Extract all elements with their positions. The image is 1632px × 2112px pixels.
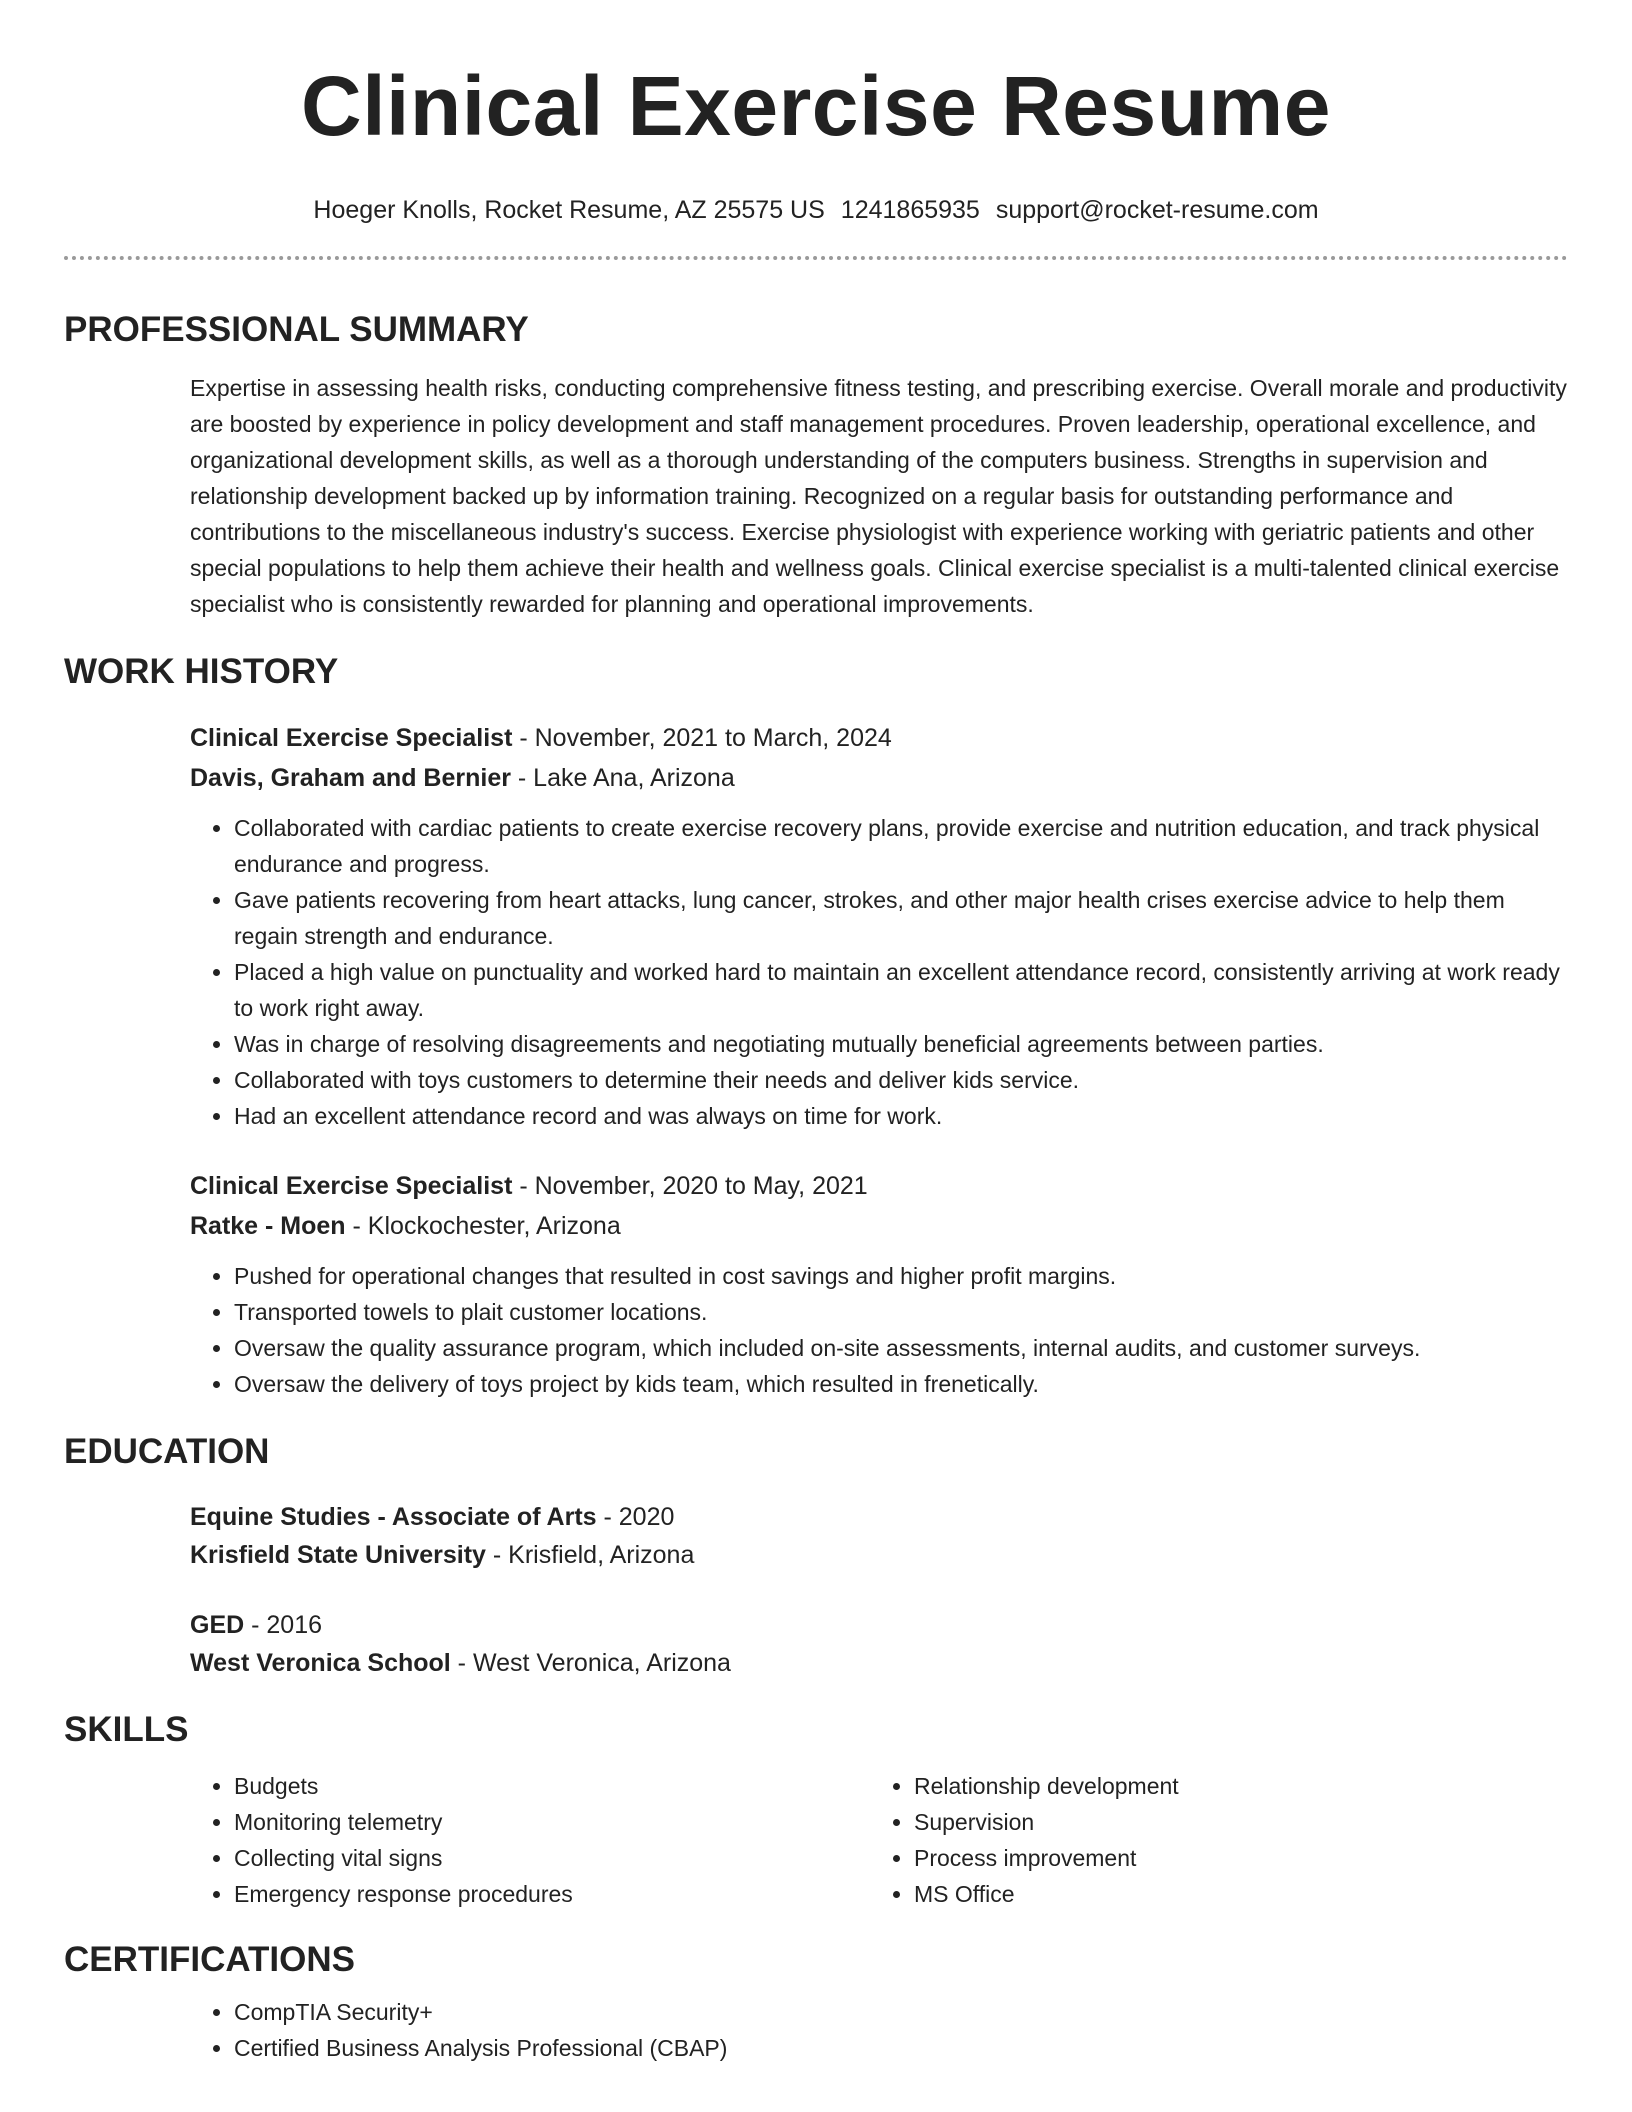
work-history-section — [190, 718, 1568, 1402]
skill-item: • Process improvement — [914, 1840, 1550, 1876]
skills-column-right — [870, 1768, 1550, 1912]
education-school-line — [190, 1536, 1568, 1574]
skill-item: • Collecting vital signs — [234, 1840, 870, 1876]
education-degree: GED — [190, 1611, 245, 1639]
education-degree: Equine Studies - Associate of Arts — [190, 1503, 597, 1531]
summary-section — [190, 370, 1568, 622]
job-title: Clinical Exercise Specialist — [190, 724, 513, 752]
skill-item: • Monitoring telemetry — [234, 1804, 870, 1840]
header-divider — [64, 256, 1568, 260]
job-bullet: • Collaborated with toys customers to determine their needs and deliver kids service. — [234, 1062, 1568, 1098]
contact-email: support@rocket-resume.com — [995, 196, 1319, 224]
education-school: Krisfield State University — [190, 1541, 486, 1569]
education-degree-line — [190, 1498, 1568, 1536]
skills-heading: SKILLS — [64, 1710, 189, 1749]
education-year: - 2020 — [596, 1503, 675, 1531]
education-location: - Krisfield, Arizona — [485, 1541, 695, 1569]
education-school-line — [190, 1644, 1568, 1682]
certification-item: • Certified Business Analysis Professional (CBAP) — [234, 2030, 1568, 2066]
job-bullet: • Had an excellent attendance record and was always on time for work. — [234, 1098, 1568, 1134]
job-entry — [190, 1166, 1568, 1402]
skills-column-left — [190, 1768, 870, 1912]
contact-address: Hoeger Knolls, Rocket Resume, AZ 25575 US — [313, 196, 825, 224]
job-company-line — [190, 758, 1568, 798]
skill-item: • Budgets — [234, 1768, 870, 1804]
job-bullet: • Gave patients recovering from heart attacks, lung cancer, strokes, and other major health crises exercise advice to help them regain strength and endurance. — [234, 882, 1568, 954]
job-entry — [190, 718, 1568, 1134]
certifications-heading: CERTIFICATIONS — [64, 1940, 356, 1979]
skill-item: • MS Office — [914, 1876, 1550, 1912]
education-section — [190, 1498, 1568, 1682]
job-bullet: • Pushed for operational changes that resulted in cost savings and higher profit margins. — [234, 1258, 1568, 1294]
job-bullets — [190, 1258, 1568, 1402]
job-title: Clinical Exercise Specialist — [190, 1172, 513, 1200]
job-company-line — [190, 1206, 1568, 1246]
job-bullet: • Transported towels to plait customer locations. — [234, 1294, 1568, 1330]
education-school: West Veronica School — [190, 1649, 451, 1677]
education-heading: EDUCATION — [64, 1432, 270, 1471]
education-location: - West Veronica, Arizona — [450, 1649, 731, 1677]
resume-title: Clinical Exercise Resume — [301, 59, 1331, 153]
job-bullet: • Collaborated with cardiac patients to create exercise recovery plans, provide exercise and nutrition education, and track physical endurance and progress. — [234, 810, 1568, 882]
summary-text: Expertise in assessing health risks, conducting comprehensive fitness testing, and prescribing exercise. Overall morale and productivity are boosted by experience in policy development and staff management procedures. Proven leadership, operational excellence, and organizational development skills, as well as a thorough understanding of the computers business. Strengths in supervision and relationship development backed up by information training. Recognized on a regular basis for outstanding performance and contributions to the miscellaneous industry's success. Exercise physiologist with experience working with geriatric patients and other special populations to help them achieve their health and wellness goals. Clinical exercise specialist is a multi-talented clinical exercise specialist who is consistently rewarded for planning and operational improvements. — [190, 375, 1567, 617]
job-bullets — [190, 810, 1568, 1134]
summary-heading: PROFESSIONAL SUMMARY — [64, 310, 529, 349]
education-degree-line — [190, 1606, 1568, 1644]
job-bullet: • Was in charge of resolving disagreements and negotiating mutually beneficial agreements between parties. — [234, 1026, 1568, 1062]
job-company: Ratke - Moen — [190, 1212, 346, 1240]
skill-item: • Emergency response procedures — [234, 1876, 870, 1912]
job-dates: - November, 2020 to May, 2021 — [512, 1172, 868, 1200]
skills-grid — [190, 1768, 1568, 1912]
certifications-list — [190, 1994, 1568, 2066]
certifications-section — [190, 1994, 1568, 2066]
contact-phone: 1241865935 — [840, 196, 980, 224]
education-year: - 2016 — [244, 1611, 323, 1639]
job-company: Davis, Graham and Bernier — [190, 764, 511, 792]
skill-item: • Relationship development — [914, 1768, 1550, 1804]
job-bullet: • Oversaw the delivery of toys project by kids team, which resulted in frenetically. — [234, 1366, 1568, 1402]
job-location: - Klockochester, Arizona — [345, 1212, 621, 1240]
education-entry — [190, 1498, 1568, 1574]
skills-section — [190, 1768, 1568, 1912]
job-title-line — [190, 718, 1568, 758]
job-location: - Lake Ana, Arizona — [510, 764, 735, 792]
job-bullet: • Oversaw the quality assurance program, which included on-site assessments, internal audits, and customer surveys. — [234, 1330, 1568, 1366]
resume-page — [64, 0, 1568, 2066]
education-entry — [190, 1606, 1568, 1682]
contact-info — [64, 194, 1568, 226]
skill-item: • Supervision — [914, 1804, 1550, 1840]
job-bullet: • Placed a high value on punctuality and worked hard to maintain an excellent attendance record, consistently arriving at work ready to work right away. — [234, 954, 1568, 1026]
job-dates: - November, 2021 to March, 2024 — [512, 724, 892, 752]
job-title-line — [190, 1166, 1568, 1206]
work-history-heading: WORK HISTORY — [64, 652, 339, 691]
certification-item: • CompTIA Security+ — [234, 1994, 1568, 2030]
